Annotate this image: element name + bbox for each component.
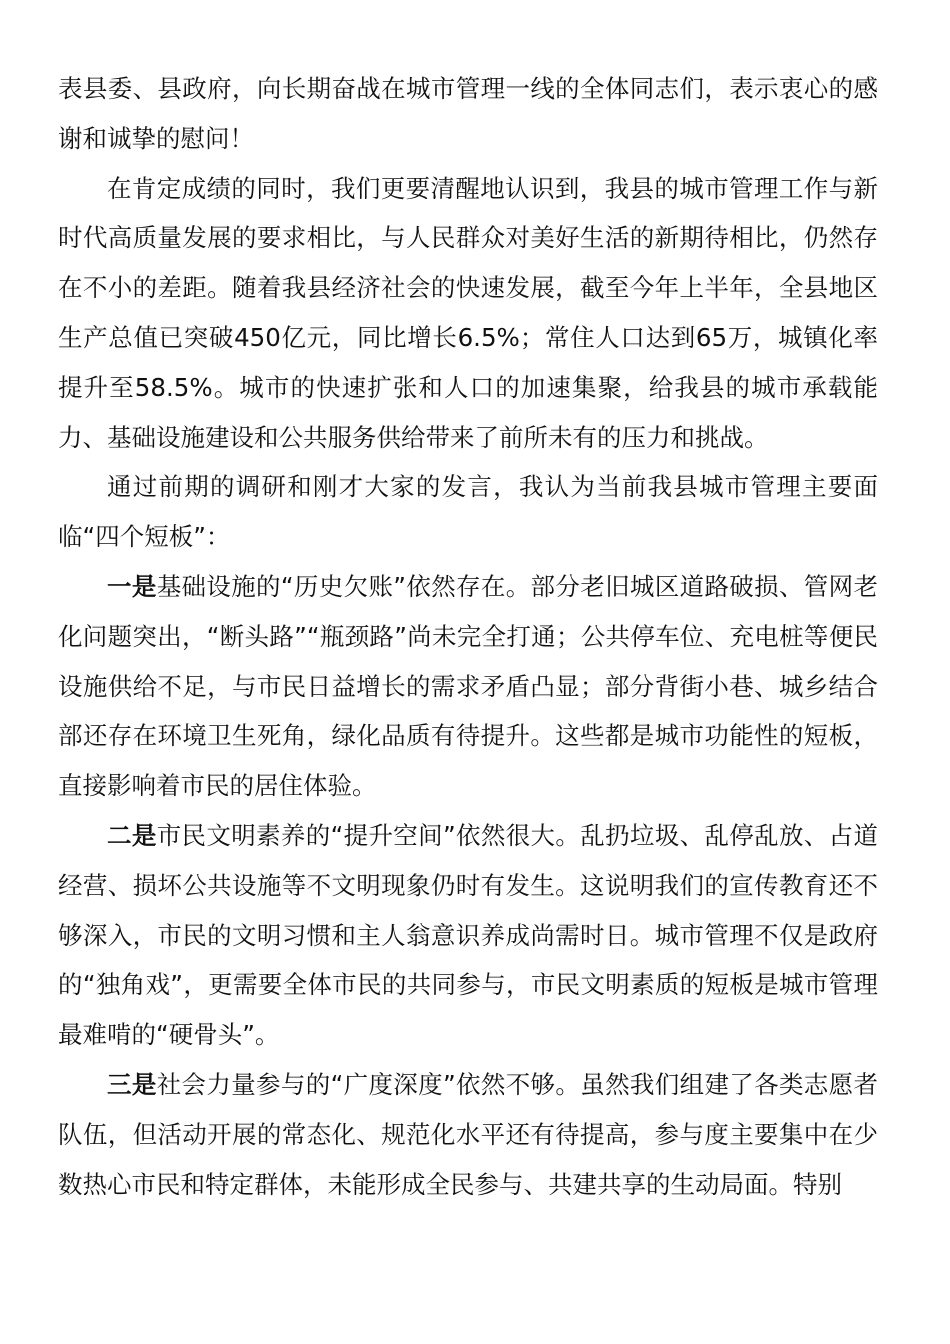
paragraph-5-text: 市民文明素养的“提升空间”依然很大。乱扔垃圾、乱停乱放、占道经营、损坏公共设施等不文明现象仍时有发生。这说明我们的宣传教育还不够深入，市民的文明习惯和主人翁意识养成尚需时日。城市管理不仅是政府的“独角戏”，更需要全体市民的共同参与，市民文明素质的短板是城市管理最难啃的“硬骨头”。 [58, 820, 878, 1050]
paragraph-3-text: 通过前期的调研和刚才大家的发言，我认为当前我县城市管理主要面临“四个短板”： [58, 472, 878, 552]
paragraph-6-text: 社会力量参与的“广度深度”依然不够。虽然我们组建了各类志愿者队伍，但活动开展的常态化、规范化水平还有待提高，参与度主要集中在少数热心市民和特定群体，未能形成全民参与、共建共享的生动局面。特别 [58, 1069, 878, 1199]
paragraph-1-text: 表县委、县政府，向长期奋战在城市管理一线的全体同志们，表示衷心的感谢和诚挚的慰问！ [58, 74, 878, 153]
paragraph-6-lead: 三是 [107, 1069, 157, 1099]
paragraph-4-text: 基础设施的“历史欠账”依然存在。部分老旧城区道路破损、管网老化问题突出，“断头路”“瓶颈路”尚未完全打通；公共停车位、充电桩等便民设施供给不足，与市民日益增长的需求矛盾凸显；部分背街小巷、城乡结合部还存在环境卫生死角，绿化品质有待提升。这些都是城市功能性的短板，直接影响着市民的居住体验。 [58, 571, 878, 801]
paragraph-3 [58, 462, 878, 562]
paragraph-5-lead: 二是 [107, 820, 157, 850]
paragraph-5 [58, 811, 878, 1060]
paragraph-6 [58, 1060, 878, 1209]
document-body [58, 64, 878, 1209]
paragraph-1 [58, 64, 878, 164]
paragraph-2 [58, 164, 878, 463]
paragraph-4 [58, 562, 878, 811]
paragraph-2-text: 在肯定成绩的同时，我们更要清醒地认识到，我县的城市管理工作与新时代高质量发展的要求相比，与人民群众对美好生活的新期待相比，仍然存在不小的差距。随着我县经济社会的快速发展，截至今年上半年，全县地区生产总值已突破450亿元，同比增长6.5%；常住人口达到65万，城镇化率提升至58.5%。城市的快速扩张和人口的加速集聚，给我县的城市承载能力、基础设施建设和公共服务供给带来了前所未有的压力和挑战。 [58, 173, 878, 452]
paragraph-4-lead: 一是 [107, 571, 157, 601]
